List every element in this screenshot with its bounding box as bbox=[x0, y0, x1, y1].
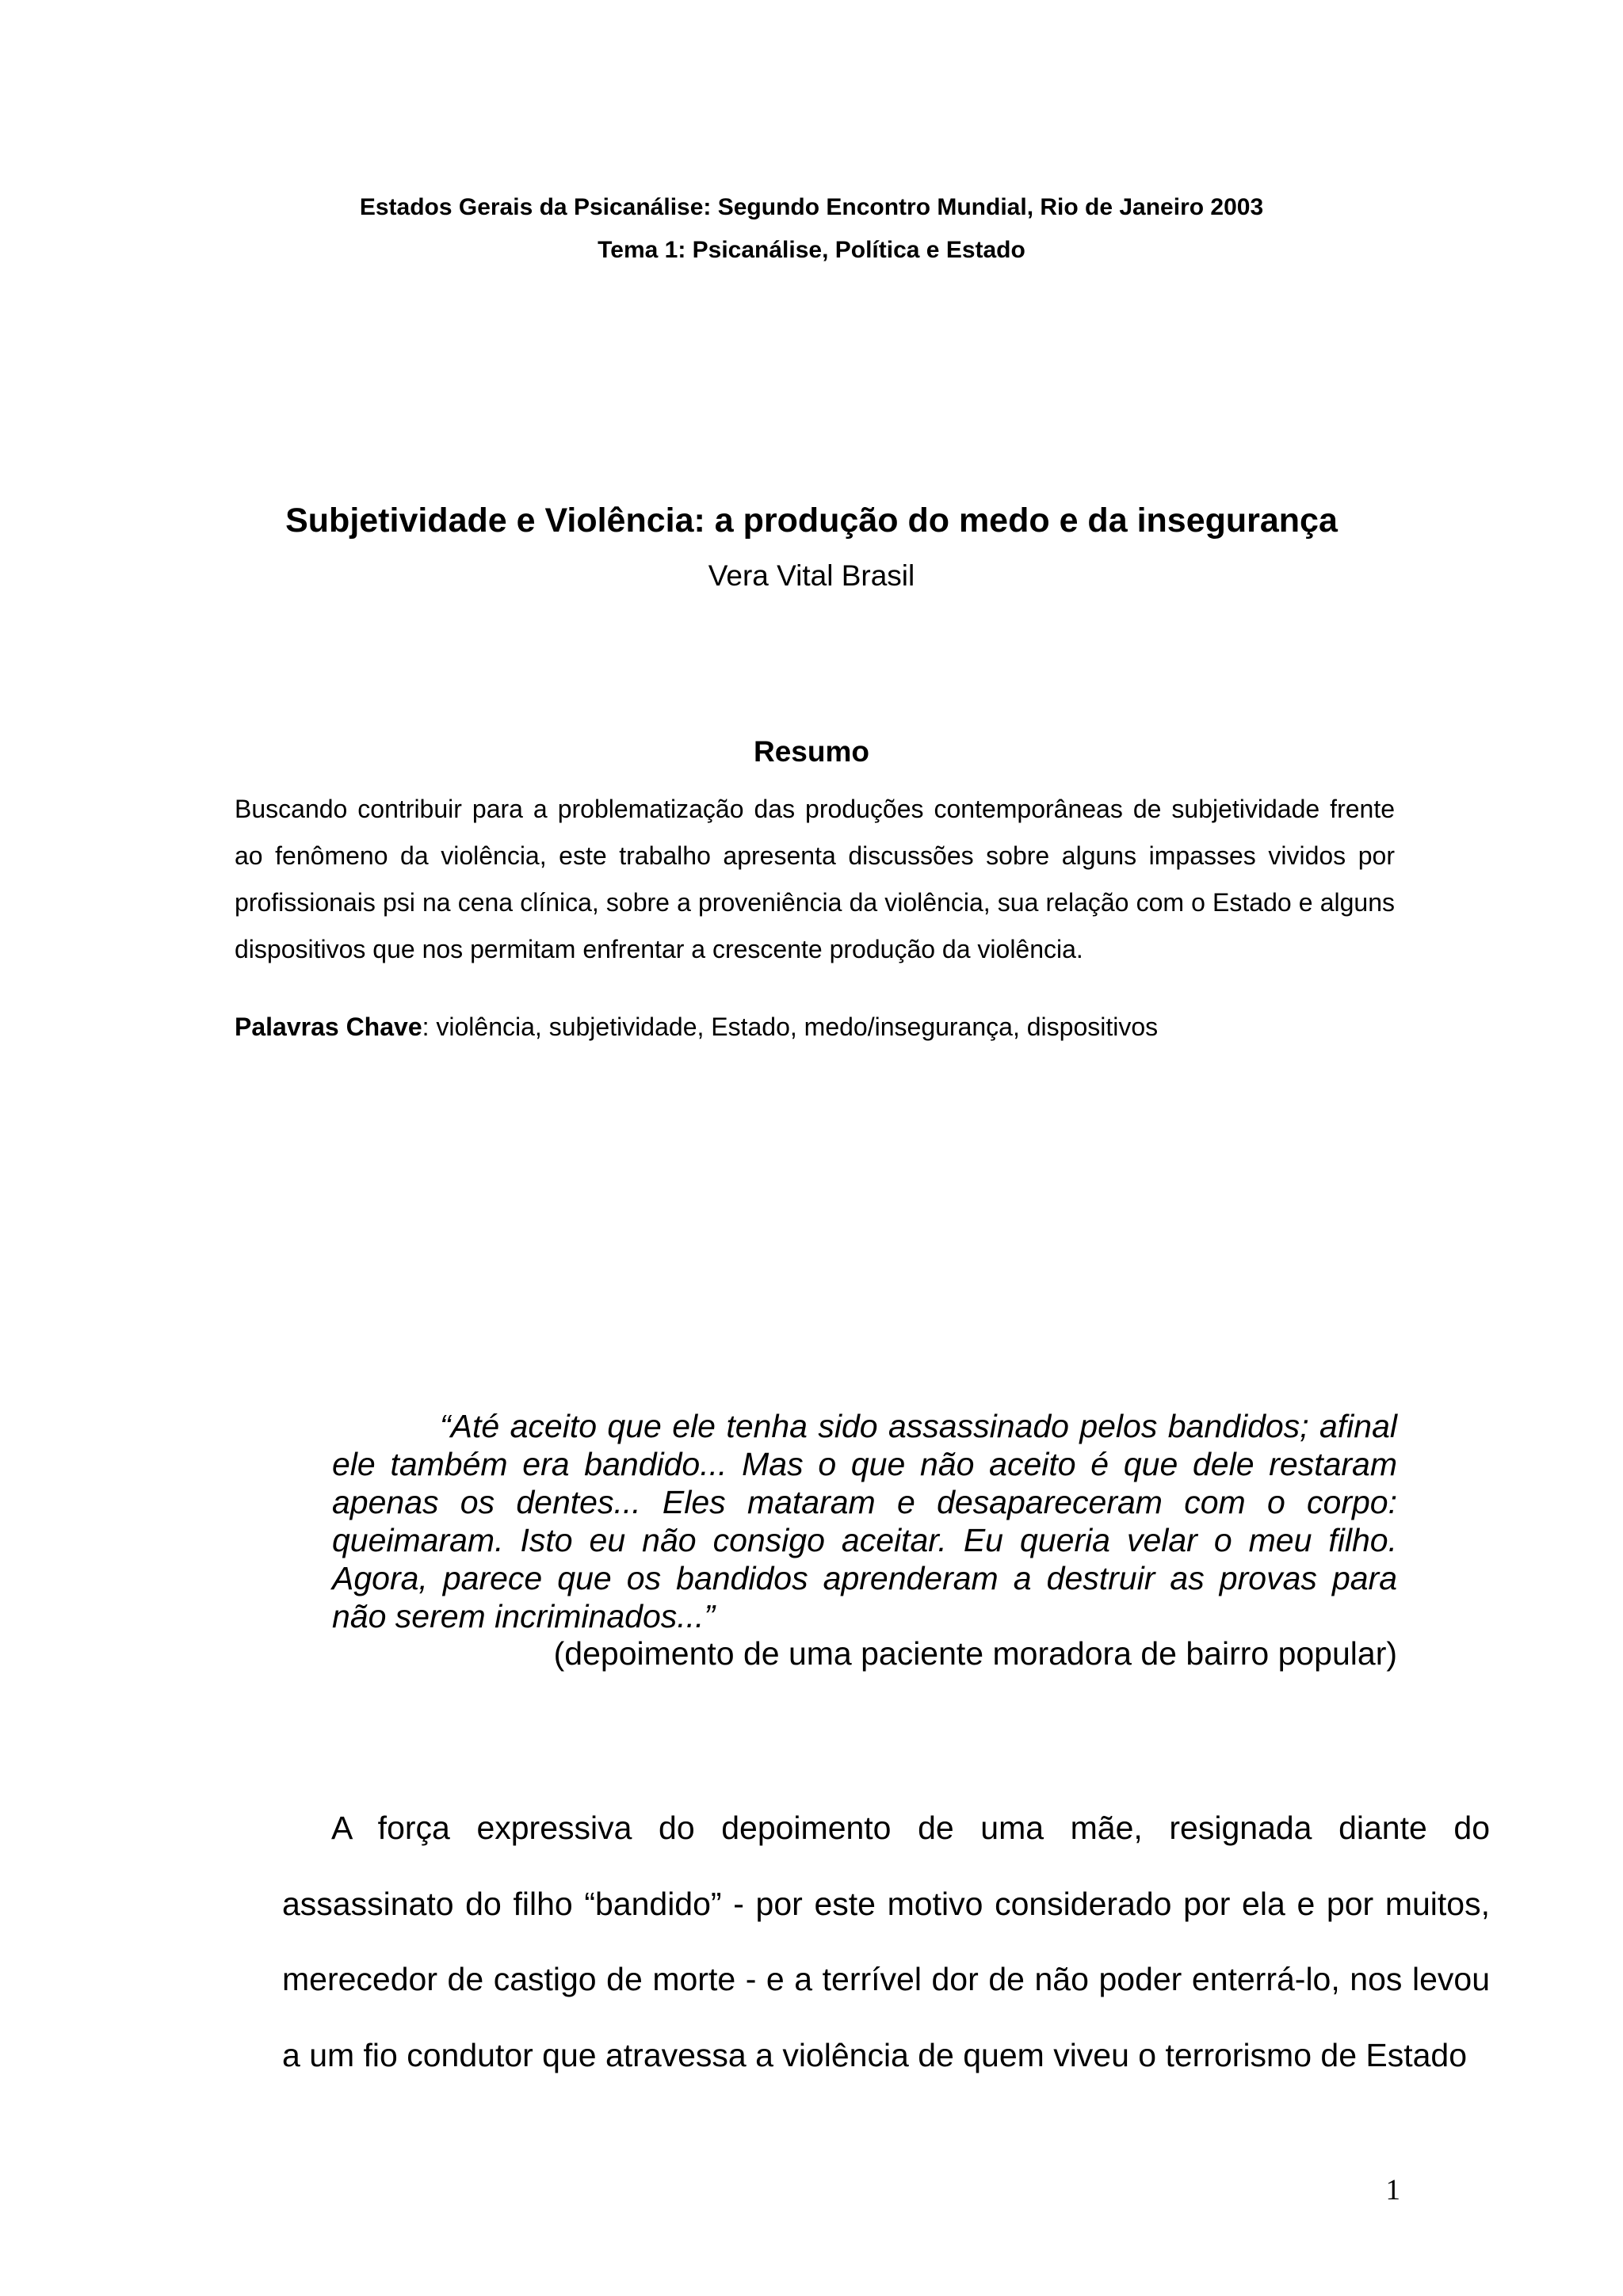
article-title: Subjetividade e Violência: a produção do medo e da insegurança bbox=[285, 502, 1338, 540]
keywords-label: Palavras Chave bbox=[235, 1013, 422, 1041]
page-number: 1 bbox=[1385, 2174, 1400, 2206]
epigraph-quote: “Até aceito que ele tenha sido assassinado pelos bandidos; afinal ele também era bandido... Mas o que não aceito é que dele restaram apenas os dentes... Eles mataram e desapareceram com o corpo: queimaram. Isto eu não consigo aceitar. Eu queria velar o meu filho. Agora, parece que os bandidos aprenderam a destruir as provas para não serem incriminados...” bbox=[332, 1408, 1397, 1634]
epigraph-source: (depoimento de uma paciente moradora de bairro popular) bbox=[553, 1635, 1397, 1672]
keywords-separator: : bbox=[422, 1013, 437, 1041]
body-paragraph: A força expressiva do depoimento de uma mãe, resignada diante do assassinato do filho “bandido” - por este motivo considerado por ela e por muitos, merecedor de castigo de morte - e a terrível dor de não poder enterrá-lo, nos levou a um fio condutor que atravessa a violência de quem viveu o terrorismo de Estado bbox=[282, 1810, 1490, 2073]
keywords-values: violência, subjetividade, Estado, medo/insegurança, dispositivos bbox=[436, 1013, 1159, 1041]
conference-title: Estados Gerais da Psicanálise: Segundo Encontro Mundial, Rio de Janeiro 2003 bbox=[359, 194, 1264, 220]
article-author: Vera Vital Brasil bbox=[708, 559, 915, 592]
keywords-line bbox=[235, 1011, 1400, 1043]
abstract-heading: Resumo bbox=[754, 735, 869, 768]
conference-theme: Tema 1: Psicanálise, Política e Estado bbox=[598, 237, 1025, 263]
abstract-text: Buscando contribuir para a problematização das produções contemporâneas de subjetividade frente ao fenômeno da violência, este trabalho apresenta discussões sobre alguns impasses vividos por profissionais psi na cena clínica, sobre a proveniência da violência, sua relação com o Estado e alguns dispositivos que nos permitam enfrentar a crescente produção da violência. bbox=[235, 795, 1395, 963]
